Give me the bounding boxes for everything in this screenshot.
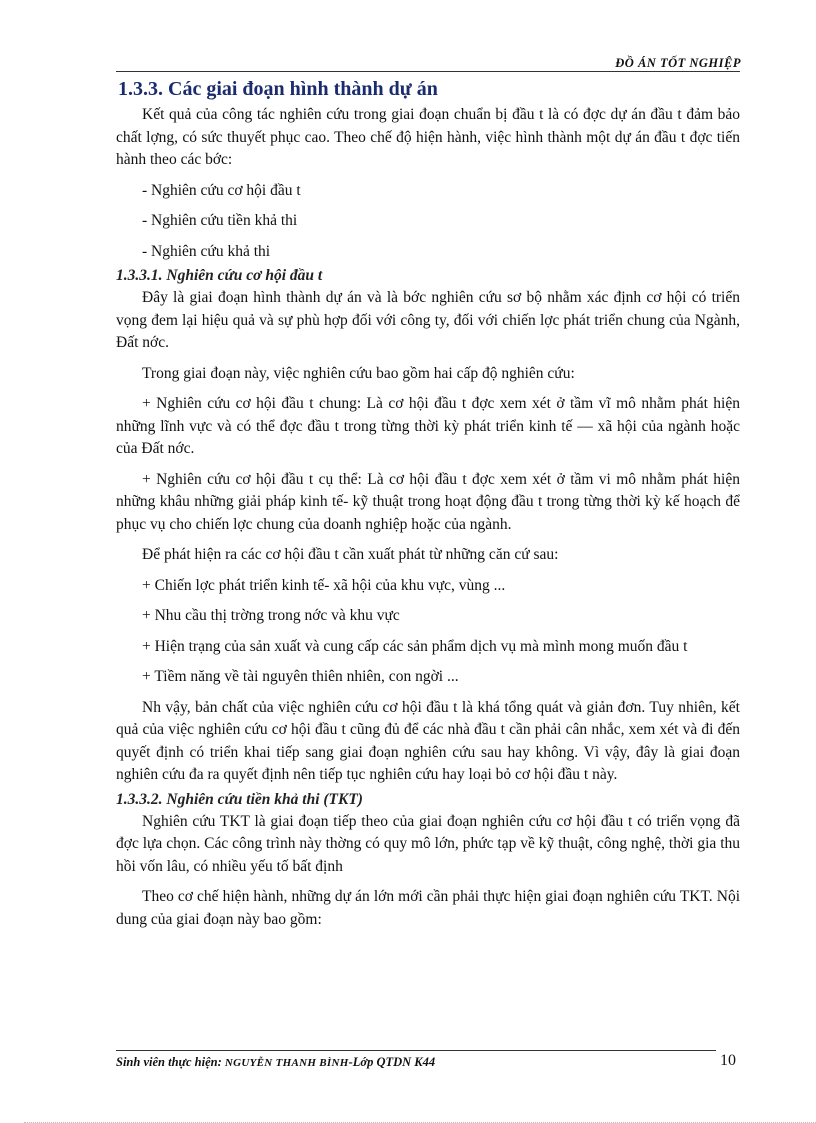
page-header-title: ĐỒ ÁN TỐT NGHIỆP	[615, 56, 741, 70]
subsection-heading: 1.3.3.1. Nghiên cứu cơ hội đầu t	[116, 267, 323, 284]
paragraph: + Hiện trạng của sản xuất và cung cấp các sản phẩm dịch vụ mà mình mong muốn đầu t	[142, 637, 688, 655]
bullet-item: - Nghiên cứu cơ hội đầu t	[142, 181, 301, 199]
footer-label: Sinh viên thực hiện:	[116, 1055, 222, 1069]
page-body	[116, 76, 740, 931]
paragraph: Trong giai đoạn này, việc nghiên cứu bao gồm hai cấp độ nghiên cứu:	[142, 364, 575, 382]
paragraph: Kết quả của công tác nghiên cứu trong giai đoạn chuẩn bị đầu t là có đợc dự án đầu t đảm bảo chất lợng, có sức thuyết phục cao. Theo chế độ hiện hành, việc hình thành một dự án đầu t đợc tiến hành theo các bớc:	[116, 106, 740, 168]
bullet-item: - Nghiên cứu khả thi	[142, 242, 271, 260]
subsection-heading: 1.3.3.2. Nghiên cứu tiền khả thi (TKT)	[116, 790, 363, 808]
paragraph: Nghiên cứu TKT là giai đoạn tiếp theo của giai đoạn nghiên cứu cơ hội đầu t có triển vọng đã đợc lựa chọn. Các công trình này thờng có quy mô lớn, phức tạp về kỹ thuật, công nghệ, thời gia thu hồi vốn lâu, có nhiều yếu tố bất định	[116, 812, 740, 875]
footer-class: -Lớp QTDN K44	[348, 1055, 436, 1069]
bullet-item: - Nghiên cứu tiền khả thi	[142, 212, 298, 229]
paragraph: + Nhu cầu thị trờng trong nớc và khu vực	[142, 607, 400, 624]
section-heading: 1.3.3. Các giai đoạn hình thành dự án	[118, 78, 438, 100]
paragraph: + Nghiên cứu cơ hội đầu t cụ thể: Là cơ hội đầu t đợc xem xét ở tầm vi mô nhằm phát hiện những khâu những giải pháp kinh tế- kỹ thuật trong hoạt động đầu t trong từng thời kỳ kế hoạch để phục vụ cho chiến lợc chung của doanh nghiệp hoặc của ngành.	[116, 470, 740, 533]
footer-credit	[116, 1055, 435, 1070]
footer-divider	[116, 1050, 716, 1051]
paragraph: + Chiến lợc phát triển kinh tế- xã hội của khu vực, vùng ...	[142, 576, 506, 594]
paragraph: Theo cơ chế hiện hành, những dự án lớn mới cần phải thực hiện giai đoạn nghiên cứu TKT. Nội dung của giai đoạn này bao gồm:	[116, 888, 740, 928]
paragraph: + Nghiên cứu cơ hội đầu t chung: Là cơ hội đầu t đợc xem xét ở tầm vĩ mô nhằm phát hiện những lĩnh vực và có thể đợc đầu t trong từng thời kỳ phát triển kinh tế — xã hội của ngành hoặc của Đất nớc.	[116, 395, 740, 457]
paragraph: Nh vậy, bản chất của việc nghiên cứu cơ hội đầu t là khá tổng quát và giản đơn. Tuy nhiên, kết quả của việc nghiên cứu cơ hội đầu t cũng đủ để các nhà đầu t cần phải cân nhắc, xem xét và đi đến quyết định có triển khai tiếp sang giai đoạn nghiên cứu sau hay không. Vì vậy, đây là giai đoạn nghiên cứu đa ra quyết định nên tiếp tục nghiên cứu hay loại bỏ cơ hội đầu t này.	[116, 698, 740, 783]
page-number: 10	[720, 1052, 736, 1069]
paragraph: Để phát hiện ra các cơ hội đầu t cần xuất phát từ những căn cứ sau:	[142, 546, 559, 563]
paragraph: + Tiềm năng về tài nguyên thiên nhiên, con ngời ...	[142, 668, 459, 685]
header-divider	[116, 71, 740, 72]
paragraph: Đây là giai đoạn hình thành dự án và là bớc nghiên cứu sơ bộ nhằm xác định cơ hội có triển vọng đem lại hiệu quả và sự phù hợp đối với công ty, đối với chiến lợc phát triển chung của Ngành, Đất nớc.	[116, 289, 740, 351]
footer-student-name: NGUYỄN THANH BÌNH	[224, 1057, 349, 1069]
